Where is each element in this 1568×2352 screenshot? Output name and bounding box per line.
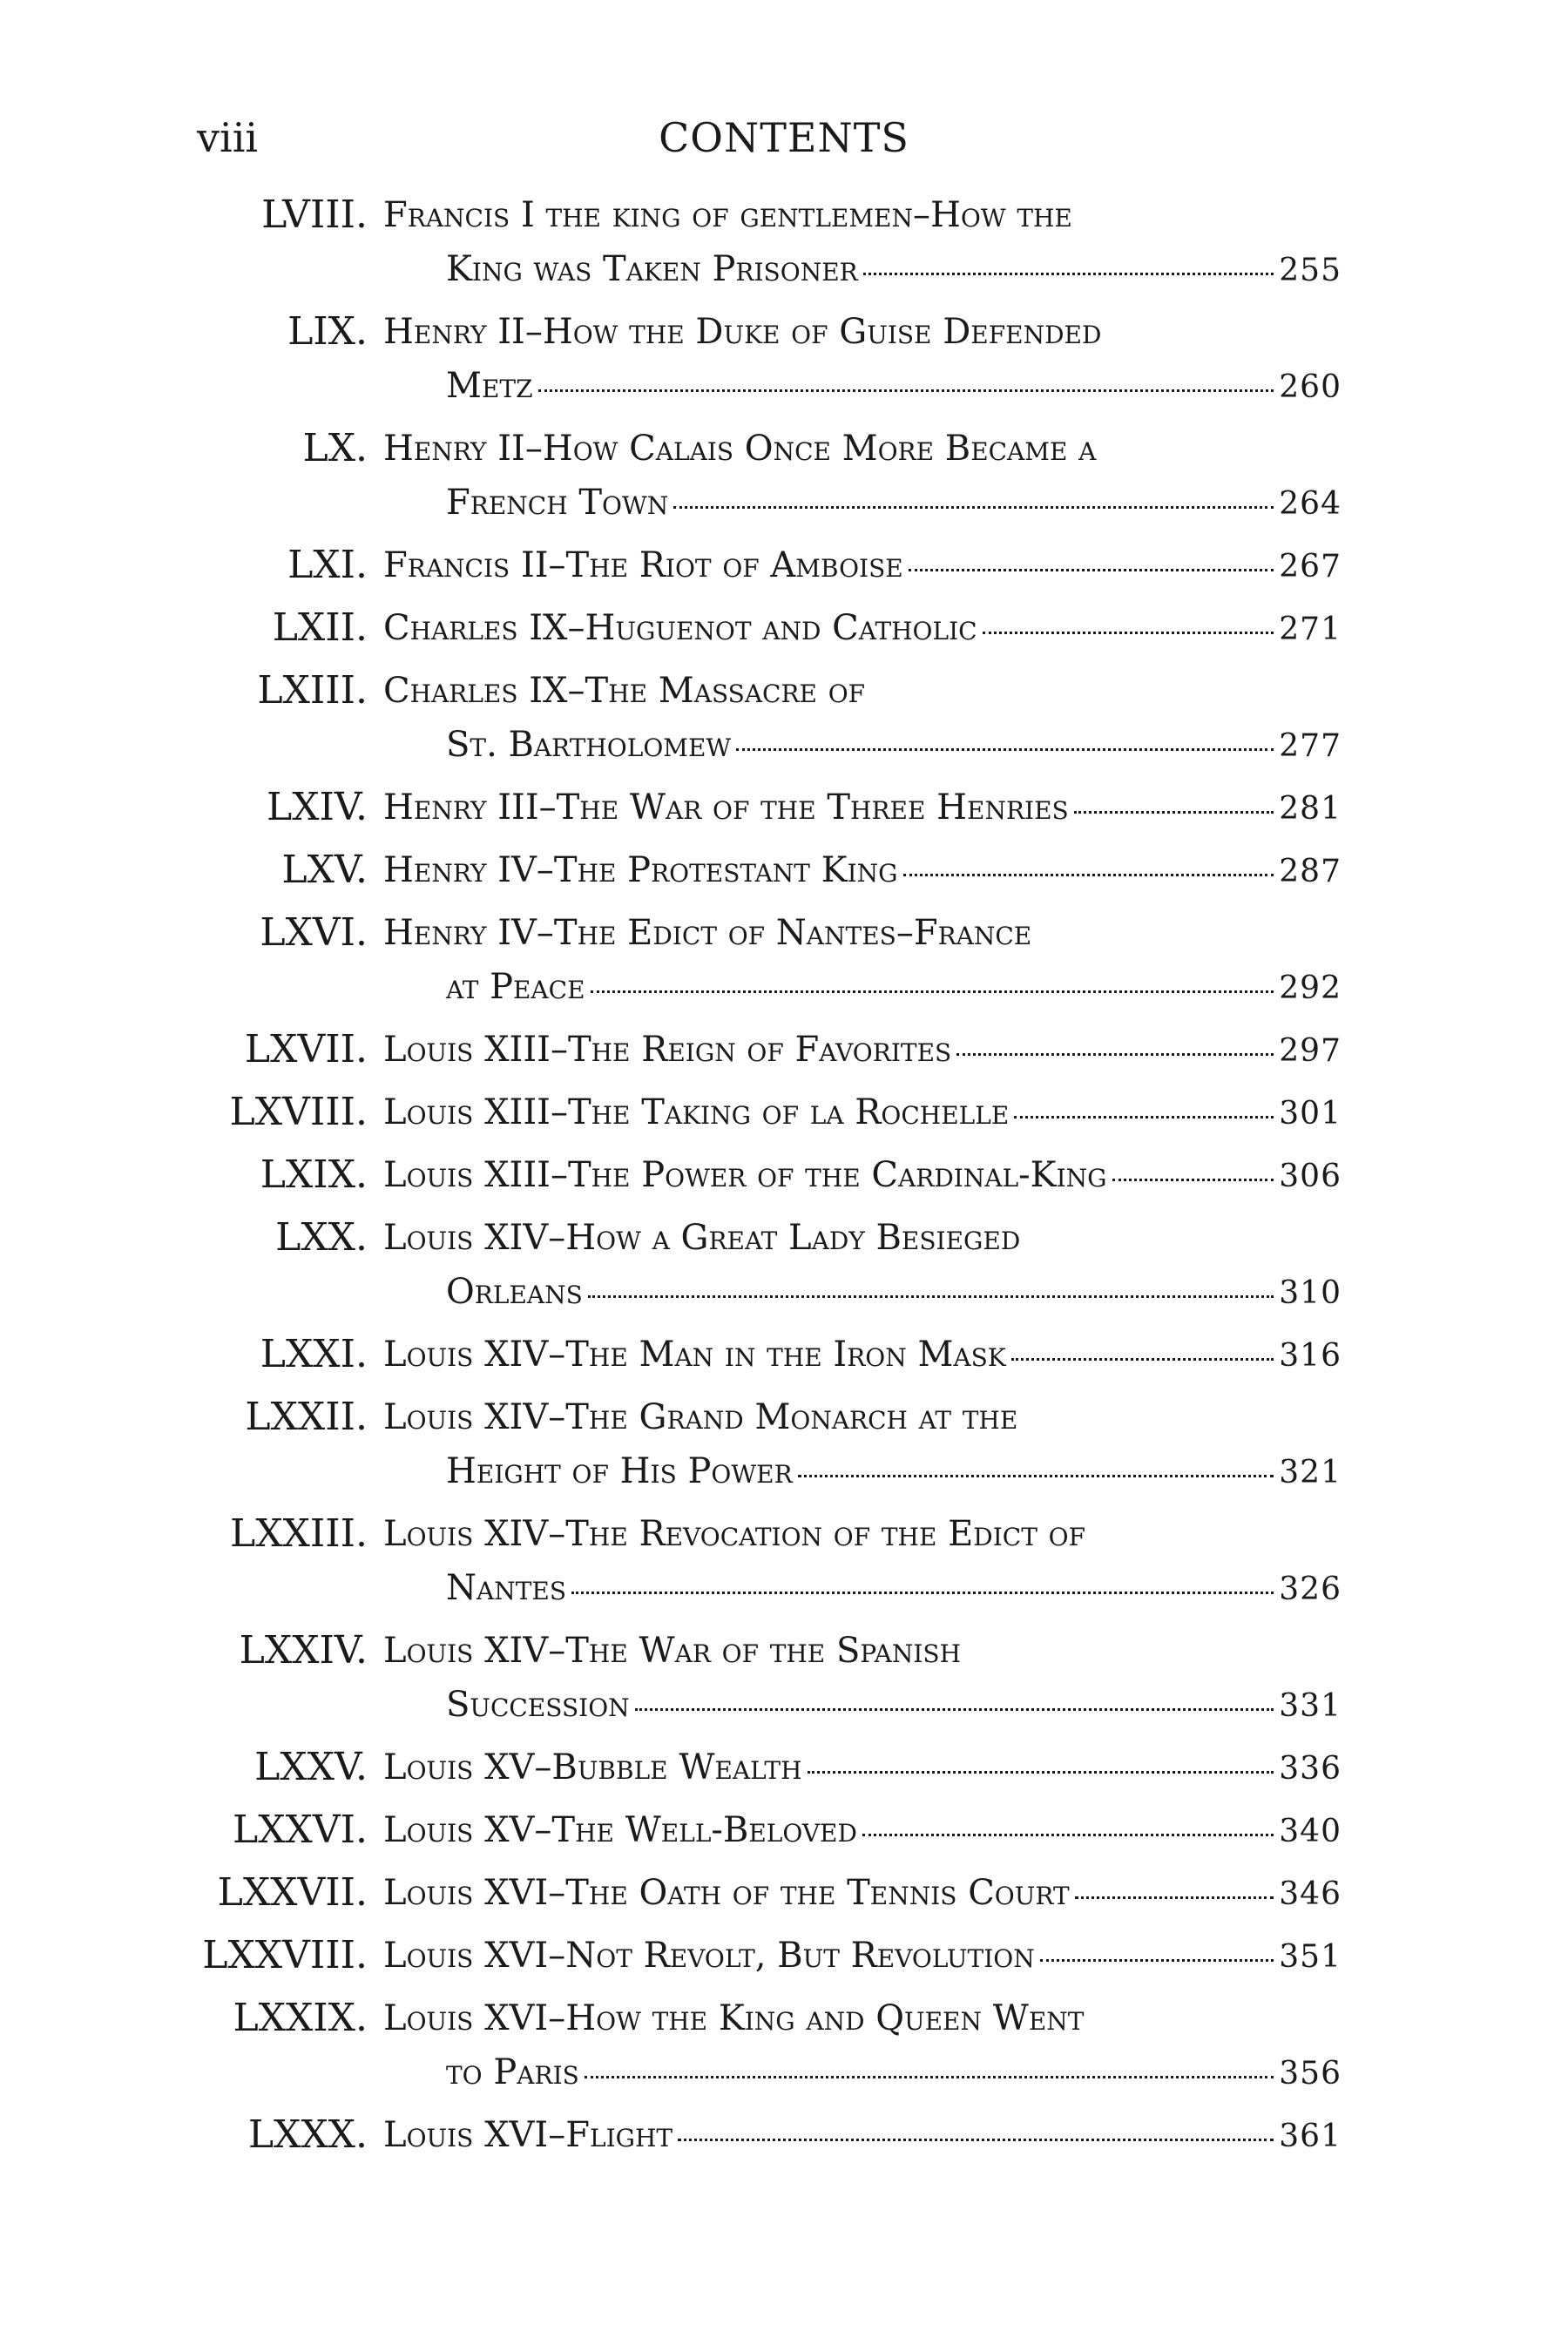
chapter-page-number: 361 (1279, 2119, 1342, 2154)
toc-entry-line (0, 781, 1568, 835)
chapter-title-leader-line (383, 538, 1342, 592)
chapter-page-number: 340 (1279, 1814, 1342, 1849)
toc-entry-line (0, 1991, 1568, 2045)
chapter-title-leader-line (446, 242, 1342, 296)
chapter-title-line: Charles IX–Huguenot and Catholic (383, 608, 977, 648)
dot-leader (808, 1771, 1274, 1774)
chapter-title-line: Louis XIV–The Revocation of the Edict of (383, 1514, 1085, 1554)
toc-entry (0, 422, 1568, 538)
chapter-page-number: 271 (1279, 612, 1342, 647)
toc-entry-line (0, 960, 1568, 1014)
chapter-page-number: 267 (1279, 549, 1342, 585)
chapter-page-number: 260 (1279, 369, 1342, 405)
chapter-title-line: Louis XVI–How the King and Queen Went (383, 1998, 1085, 2038)
toc-entry-line (0, 664, 1568, 718)
toc-entry (0, 1803, 1568, 1866)
toc-entry (0, 305, 1568, 422)
table-of-contents (0, 188, 1568, 2171)
toc-entry-line (0, 538, 1568, 592)
chapter-title-leader-line (383, 1866, 1342, 1920)
chapter-number: LXI. (287, 543, 368, 587)
chapter-title-line: Louis XIV–The War of the Spanish (383, 1631, 962, 1671)
toc-entry-line (0, 1265, 1568, 1319)
toc-entry (0, 1991, 1568, 2108)
dot-leader (571, 1592, 1274, 1594)
chapter-page-number: 351 (1279, 1939, 1342, 1975)
dot-leader (1040, 1959, 1274, 1962)
chapter-number: LXXV. (254, 1745, 368, 1789)
chapter-title-line: Louis XIV–The Man in the Iron Mask (383, 1335, 1006, 1375)
toc-entry-line (0, 843, 1568, 897)
toc-entry (0, 1866, 1568, 1929)
toc-entry (0, 1390, 1568, 1507)
toc-entry-line (0, 359, 1568, 413)
chapter-page-number: 326 (1279, 1571, 1342, 1607)
toc-entry-line (0, 1390, 1568, 1444)
chapter-page-number: 331 (1279, 1688, 1342, 1724)
chapter-title-line: Louis XIII–The Taking of la Rochelle (383, 1092, 1010, 1132)
chapter-title-leader-line (446, 1561, 1342, 1615)
chapter-title-leader-line (383, 1328, 1342, 1382)
toc-entry (0, 1211, 1568, 1328)
chapter-title-line: Louis XIV–The Grand Monarch at the (383, 1397, 1018, 1437)
toc-entry (0, 1085, 1568, 1148)
toc-entry-line (0, 2045, 1568, 2099)
toc-entry-line (0, 1148, 1568, 1202)
chapter-title-leader-line (383, 601, 1342, 655)
toc-entry (0, 1328, 1568, 1390)
dot-leader (1014, 1116, 1274, 1119)
toc-entry-line (0, 305, 1568, 359)
chapter-title-leader-line (383, 843, 1342, 897)
toc-entry-line (0, 1211, 1568, 1265)
chapter-title-line: French Town (446, 483, 669, 523)
toc-entry (0, 1740, 1568, 1803)
chapter-title-leader-line (446, 718, 1342, 772)
page-number: viii (197, 114, 259, 161)
toc-entry (0, 538, 1568, 601)
chapter-title-line: to Paris (446, 2052, 579, 2092)
chapter-title-leader-line (446, 359, 1342, 413)
chapter-title-line: Nantes (446, 1568, 567, 1608)
chapter-number: LXXVI. (232, 1808, 368, 1852)
chapter-number: LXXIX. (233, 1996, 368, 2040)
chapter-page-number: 321 (1279, 1455, 1342, 1490)
toc-entry-line (0, 601, 1568, 655)
chapter-title-leader-line (446, 1444, 1342, 1498)
chapter-page-number: 306 (1279, 1159, 1342, 1194)
chapter-title-leader-line (383, 1023, 1342, 1077)
chapter-page-number: 316 (1279, 1338, 1342, 1374)
toc-entry-line (0, 1624, 1568, 1678)
toc-entry (0, 601, 1568, 664)
dot-leader (678, 2139, 1274, 2141)
toc-entry (0, 1023, 1568, 1085)
toc-entry-line (0, 906, 1568, 960)
chapter-title-line: King was Taken Prisoner (446, 249, 858, 289)
chapter-number: LXIII. (257, 668, 368, 713)
chapter-title-line: Henry III–The War of the Three Henries (383, 787, 1069, 828)
toc-entry (0, 843, 1568, 906)
chapter-page-number: 336 (1279, 1751, 1342, 1787)
toc-entry-line (0, 476, 1568, 530)
chapter-title-line: St. Bartholomew (446, 725, 732, 765)
dot-leader (1075, 1896, 1274, 1899)
chapter-page-number: 255 (1279, 253, 1342, 288)
chapter-title-leader-line (383, 1803, 1342, 1857)
dot-leader (635, 1708, 1274, 1711)
chapter-title-line: Henry IV–The Protestant King (383, 850, 898, 890)
chapter-number: LXVII. (244, 1027, 368, 1071)
chapter-page-number: 356 (1279, 2056, 1342, 2092)
chapter-page-number: 287 (1279, 854, 1342, 889)
chapter-page-number: 310 (1279, 1275, 1342, 1311)
dot-leader (538, 389, 1274, 392)
toc-entry-line (0, 1740, 1568, 1794)
chapter-title-line: Henry II–How the Duke of Guise Defended (383, 312, 1102, 352)
chapter-page-number: 301 (1279, 1096, 1342, 1132)
chapter-title-line: Orleans (446, 1272, 583, 1312)
chapter-number: LVIII. (261, 193, 368, 237)
chapter-page-number: 297 (1279, 1033, 1342, 1069)
dot-leader (903, 874, 1274, 876)
chapter-title-leader-line (383, 1085, 1342, 1139)
chapter-number: LXXVII. (217, 1870, 368, 1915)
toc-entry (0, 781, 1568, 843)
chapter-title-line: Henry IV–The Edict of Nantes–France (383, 913, 1032, 953)
dot-leader (585, 2076, 1274, 2078)
chapter-page-number: 281 (1279, 791, 1342, 827)
chapter-title-line: Metz (446, 366, 533, 406)
chapter-number: LXIV. (267, 785, 368, 829)
chapter-title-line: Louis XVI–Not Revolt, But Revolution (383, 1936, 1035, 1976)
chapter-page-number: 292 (1279, 970, 1342, 1006)
dot-leader (862, 1834, 1274, 1836)
chapter-title-leader-line (446, 1265, 1342, 1319)
running-head: CONTENTS (659, 114, 909, 161)
toc-entry-line (0, 1561, 1568, 1615)
toc-entry (0, 2108, 1568, 2171)
toc-entry (0, 664, 1568, 781)
toc-entry-line (0, 188, 1568, 242)
chapter-number: LXXX. (247, 2112, 368, 2157)
chapter-title-line: Louis XIII–The Power of the Cardinal-King (383, 1155, 1107, 1195)
chapter-number: LXX. (275, 1215, 368, 1260)
toc-entry-line (0, 1929, 1568, 1983)
chapter-number: LIX. (287, 309, 368, 354)
dot-leader (1011, 1358, 1274, 1361)
dot-leader (863, 273, 1274, 275)
chapter-title-leader-line (383, 1740, 1342, 1794)
toc-entry (0, 1929, 1568, 1991)
toc-entry-line (0, 1507, 1568, 1561)
chapter-title-line: Louis XVI–Flight (383, 2115, 673, 2155)
dot-leader (983, 632, 1274, 634)
toc-entry-line (0, 1085, 1568, 1139)
chapter-page-number: 277 (1279, 728, 1342, 764)
chapter-title-line: Louis XV–The Well-Beloved (383, 1810, 857, 1850)
toc-entry (0, 1507, 1568, 1624)
chapter-number: LXVI. (260, 910, 368, 955)
chapter-number: LXXIV. (239, 1628, 368, 1673)
dot-leader (736, 748, 1274, 751)
chapter-title-line: Louis XV–Bubble Wealth (383, 1747, 802, 1788)
toc-entry-line (0, 2108, 1568, 2162)
dot-leader (798, 1475, 1274, 1477)
page-header (0, 112, 1568, 164)
dot-leader (673, 506, 1274, 509)
toc-entry-line (0, 242, 1568, 296)
chapter-title-line: Succession (446, 1685, 630, 1725)
chapter-title-leader-line (383, 1148, 1342, 1202)
dot-leader (1112, 1179, 1274, 1181)
toc-entry-line (0, 1023, 1568, 1077)
chapter-title-line: Louis XIV–How a Great Lady Besieged (383, 1218, 1021, 1258)
toc-entry-line (0, 422, 1568, 476)
toc-entry-line (0, 1444, 1568, 1498)
chapter-title-leader-line (383, 2108, 1342, 2162)
chapter-title-leader-line (446, 476, 1342, 530)
toc-entry-line (0, 1866, 1568, 1920)
chapter-title-leader-line (383, 1929, 1342, 1983)
dot-leader (909, 569, 1274, 571)
chapter-title-line: Louis XVI–The Oath of the Tennis Court (383, 1873, 1070, 1913)
chapter-title-leader-line (446, 1678, 1342, 1732)
chapter-title-line: Henry II–How Calais Once More Became a (383, 429, 1097, 469)
chapter-title-line: Height of His Power (446, 1451, 793, 1491)
toc-entry-line (0, 1803, 1568, 1857)
chapter-title-leader-line (383, 781, 1342, 835)
chapter-number: LXIX. (260, 1152, 368, 1197)
chapter-number: LX. (302, 426, 368, 470)
chapter-page-number: 264 (1279, 486, 1342, 522)
chapter-title-line: at Peace (446, 967, 585, 1007)
chapter-title-leader-line (446, 2045, 1342, 2099)
chapter-number: LXXVIII. (202, 1933, 368, 1977)
chapter-number: LXXI. (260, 1332, 368, 1376)
chapter-number: LXII. (272, 605, 368, 650)
chapter-title-leader-line (446, 960, 1342, 1014)
dot-leader (591, 990, 1274, 993)
chapter-title-line: Francis I the king of gentlemen–How the (383, 195, 1072, 235)
toc-entry (0, 1148, 1568, 1211)
chapter-number: LXV. (281, 848, 368, 892)
toc-entry (0, 1624, 1568, 1740)
dot-leader (956, 1053, 1274, 1056)
toc-entry-line (0, 1328, 1568, 1382)
toc-entry (0, 906, 1568, 1023)
toc-entry (0, 188, 1568, 305)
dot-leader (1074, 811, 1274, 814)
toc-entry-line (0, 718, 1568, 772)
chapter-number: LXXIII. (230, 1511, 368, 1556)
chapter-number: LXXII. (245, 1395, 368, 1439)
chapter-page-number: 346 (1279, 1876, 1342, 1912)
chapter-title-line: Charles IX–The Massacre of (383, 671, 866, 711)
chapter-title-line: Louis XIII–The Reign of Favorites (383, 1030, 952, 1070)
chapter-title-line: Francis II–The Riot of Amboise (383, 545, 903, 585)
dot-leader (588, 1295, 1274, 1298)
chapter-number: LXVIII. (229, 1090, 368, 1134)
toc-entry-line (0, 1678, 1568, 1732)
